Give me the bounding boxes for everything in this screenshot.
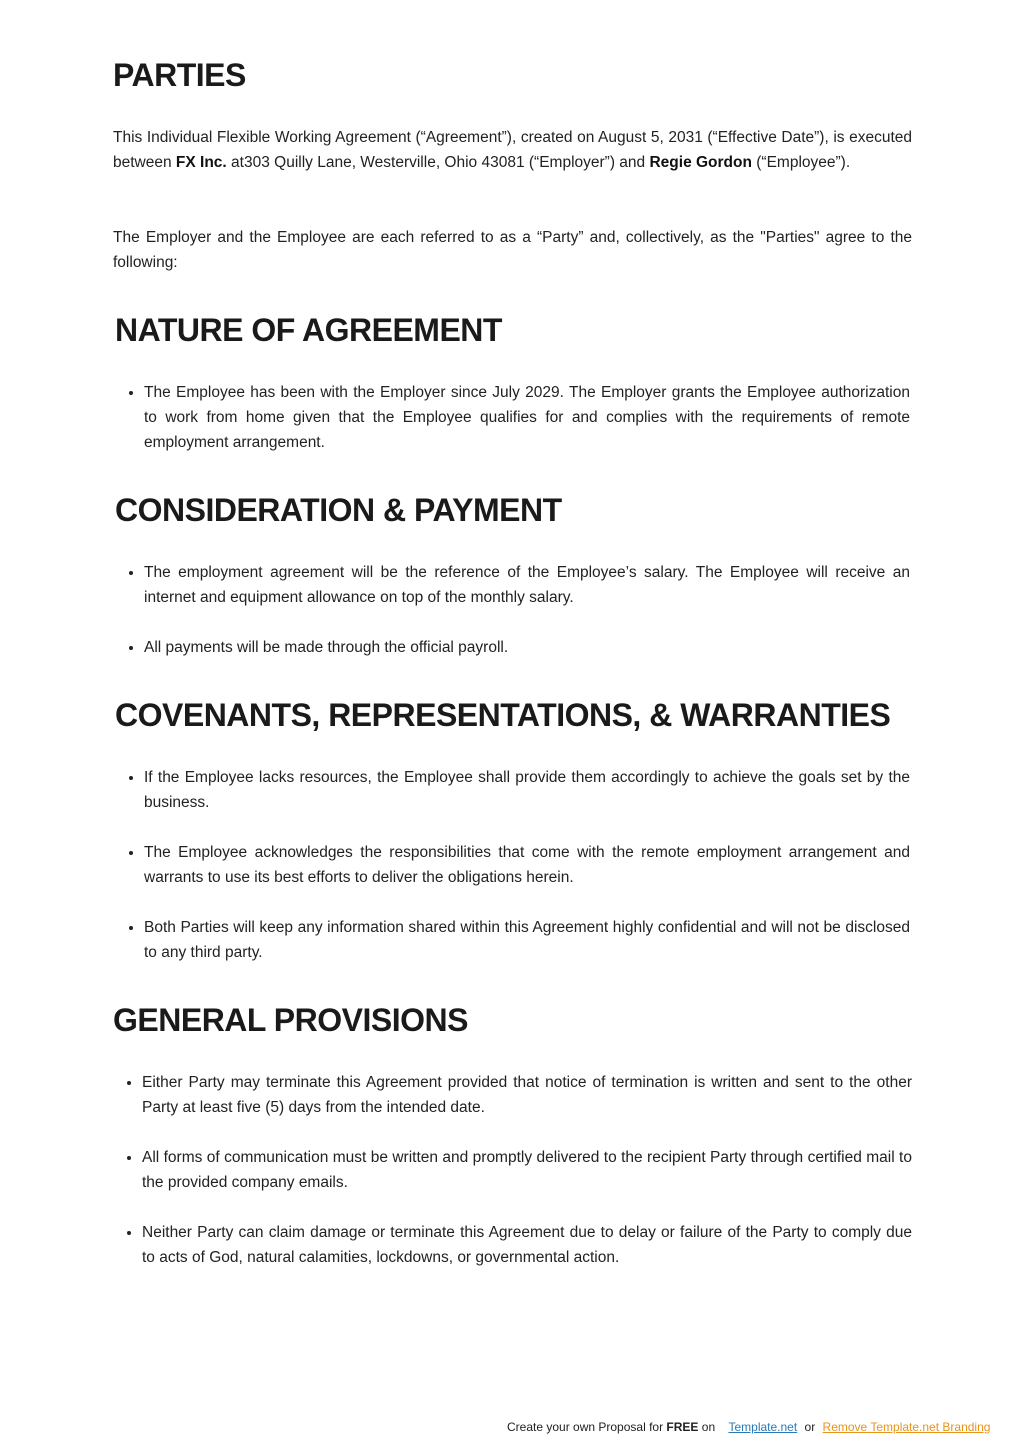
general-heading: GENERAL PROVISIONS	[113, 1002, 468, 1038]
list-item: • Either Party may terminate this Agreement provided that notice of termination is written and sent to the other Party at least five (5) days from the intended date.	[142, 1070, 912, 1120]
general-list	[113, 1070, 912, 1270]
remove-branding-link[interactable]: Remove Template.net Branding	[822, 1420, 991, 1434]
list-item: • The Employee acknowledges the responsibilities that come with the remote employment arrangement and warrants to use its best efforts to deliver the obligations herein.	[144, 840, 910, 890]
employee-name: Regie Gordon	[649, 154, 752, 171]
nature-list	[113, 380, 910, 455]
consideration-heading: CONSIDERATION & PAYMENT	[115, 492, 562, 528]
list-item: • All forms of communication must be written and promptly delivered to the recipient Party through certified mail to the provided company emails.	[142, 1145, 912, 1195]
template-net-link[interactable]: Template.net	[728, 1420, 798, 1434]
parties-paragraph-1: This Individual Flexible Working Agreement (“Agreement”), created on August 5, 2031 (“Effective Date”), is executed between FX Inc. at303 Quilly Lane, Westerville, Ohio 43081 (“Employer”) and Regie Gordon (“Employee”).	[113, 129, 912, 171]
nature-heading: NATURE OF AGREEMENT	[115, 312, 502, 348]
branding-footer: Create your own Proposal for FREE on Template.net or Remove Template.net Branding	[507, 1420, 991, 1434]
covenants-list	[113, 765, 910, 965]
consideration-list	[113, 560, 910, 660]
employer-name: FX Inc.	[175, 154, 227, 171]
covenants-heading: COVENANTS, REPRESENTATIONS, & WARRANTIES	[115, 697, 891, 733]
list-item: • Neither Party can claim damage or terminate this Agreement due to delay or failure of the Party to comply due to acts of God, natural calamities, lockdowns, or governmental action.	[142, 1220, 912, 1270]
list-item: • All payments will be made through the official payroll.	[144, 635, 910, 660]
list-item: • The employment agreement will be the reference of the Employee’s salary. The Employee will receive an internet and equipment allowance on top of the monthly salary.	[144, 560, 910, 610]
parties-heading: PARTIES	[113, 57, 246, 93]
list-item: • The Employee has been with the Employer since July 2029. The Employer grants the Employee authorization to work from home given that the Employee qualifies for and complies with the requirements of remote employment arrangement.	[144, 380, 910, 455]
list-item: • Both Parties will keep any information shared within this Agreement highly confidential and will not be disclosed to any third party.	[144, 915, 910, 965]
parties-paragraph-2: The Employer and the Employee are each referred to as a “Party” and, collectively, as the "Parties" agree to the following:	[113, 229, 912, 271]
list-item: • If the Employee lacks resources, the Employee shall provide them accordingly to achieve the goals set by the business.	[144, 765, 910, 815]
